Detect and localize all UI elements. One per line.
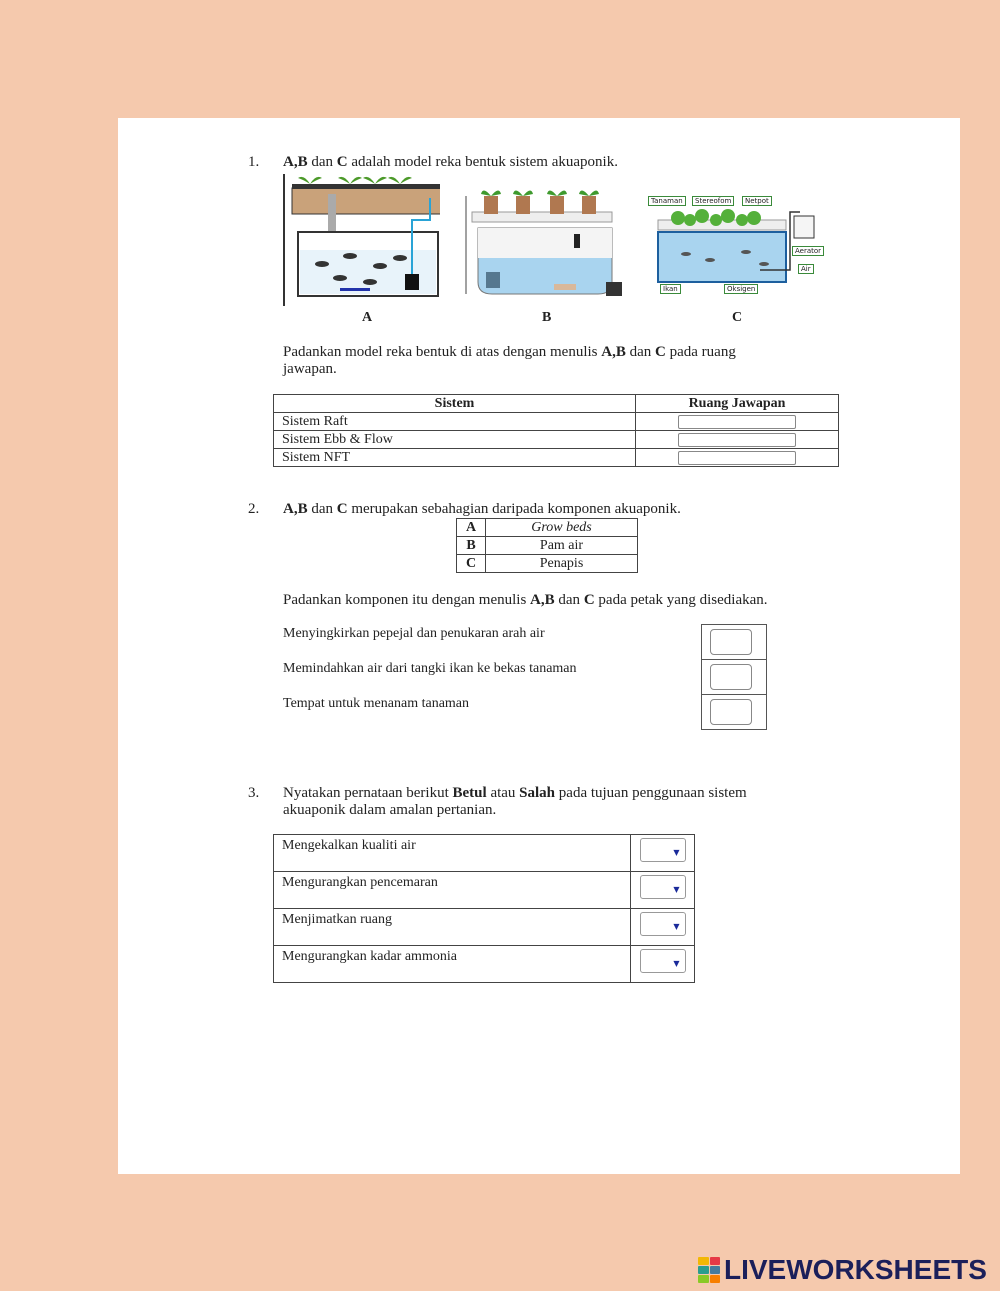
table-row <box>457 519 638 537</box>
chevron-down-icon: ▼ <box>673 922 680 931</box>
component-value: Pam air <box>486 537 638 555</box>
tag-oksigen: Oksigen <box>724 284 758 294</box>
col-sistem: Sistem <box>274 395 636 413</box>
figure-b-image <box>458 182 628 302</box>
dropdown-betul-salah-3[interactable] <box>640 912 686 936</box>
component-key: B <box>457 537 486 555</box>
tag-air: Air <box>798 264 814 274</box>
q1-answer-table <box>273 394 839 467</box>
q2-component-table <box>456 518 638 573</box>
table-row <box>457 537 638 555</box>
worksheet-page <box>118 118 960 1174</box>
tag-aerator: Aerator <box>792 246 824 256</box>
table-row <box>274 872 695 909</box>
figure-a-image <box>280 170 440 310</box>
table-row <box>274 449 839 467</box>
answer-input-statement-3[interactable] <box>710 699 752 725</box>
tag-stereofom: Stereofom <box>692 196 734 206</box>
statement-text: Menjimatkan ruang <box>274 909 631 946</box>
q2-statement-3: Tempat untuk menanam tanaman <box>283 696 470 711</box>
chevron-down-icon: ▼ <box>673 848 680 857</box>
q3-number: 3. <box>248 785 260 801</box>
table-row <box>274 835 695 872</box>
row-label: Sistem Ebb & Flow <box>274 431 636 449</box>
component-key: C <box>457 555 486 573</box>
q3-instruction: Nyatakan pernataan berikut Betul atau Salah pada tujuan penggunaan sistem akuaponik dalam amalan pertanian. <box>283 785 747 818</box>
statement-text: Mengekalkan kualiti air <box>274 835 631 872</box>
dropdown-betul-salah-1[interactable] <box>640 838 686 862</box>
dropdown-betul-salah-2[interactable] <box>640 875 686 899</box>
q2-title: A,B dan C merupakan sebahagian daripada komponen akuaponik. <box>283 501 681 517</box>
figure-b-label: B <box>542 310 552 325</box>
q1-table-header <box>274 395 839 413</box>
table-row <box>274 946 695 983</box>
q2-instruction: Padankan komponen itu dengan menulis A,B dan C pada petak yang disediakan. <box>283 592 768 608</box>
table-row <box>274 431 839 449</box>
table-row <box>274 909 695 946</box>
q2-statement-2: Memindahkan air dari tangki ikan ke bekas tanaman <box>283 661 577 676</box>
table-row <box>457 555 638 573</box>
q1-number: 1. <box>248 154 260 170</box>
answer-input-statement-1[interactable] <box>710 629 752 655</box>
figure-a-label: A <box>362 310 373 325</box>
table-row <box>274 413 839 431</box>
q3-statement-table <box>273 834 695 983</box>
tag-netpot: Netpot <box>742 196 772 206</box>
answer-input-nft[interactable] <box>678 451 796 465</box>
row-label: Sistem NFT <box>274 449 636 467</box>
q2-number: 2. <box>248 501 260 517</box>
component-value: Grow beds <box>486 519 638 537</box>
q1-title: A,B dan C adalah model reka bentuk sistem akuaponik. <box>283 154 618 170</box>
tag-ikan: Ikan <box>660 284 681 294</box>
dropdown-betul-salah-4[interactable] <box>640 949 686 973</box>
q2-answer-boxes <box>701 624 767 730</box>
component-value: Penapis <box>486 555 638 573</box>
answer-input-raft[interactable] <box>678 415 796 429</box>
liveworksheets-logo-text: LIVEWORKSHEETS <box>724 1254 987 1285</box>
q1-instruction: Padankan model reka bentuk di atas dengan menulis A,B dan C pada ruang jawapan. <box>283 344 736 377</box>
liveworksheets-logo <box>698 1254 987 1286</box>
chevron-down-icon: ▼ <box>673 885 680 894</box>
statement-text: Mengurangkan pencemaran <box>274 872 631 909</box>
row-label: Sistem Raft <box>274 413 636 431</box>
answer-input-ebb-flow[interactable] <box>678 433 796 447</box>
chevron-down-icon: ▼ <box>673 959 680 968</box>
tag-tanaman: Tanaman <box>648 196 686 206</box>
col-ruang-jawapan: Ruang Jawapan <box>636 395 839 413</box>
statement-text: Mengurangkan kadar ammonia <box>274 946 631 983</box>
figure-c-label: C <box>732 310 743 325</box>
answer-input-statement-2[interactable] <box>710 664 752 690</box>
q2-statement-1: Menyingkirkan pepejal dan penukaran arah air <box>283 626 545 641</box>
liveworksheets-logo-icon <box>698 1257 720 1283</box>
component-key: A <box>457 519 486 537</box>
